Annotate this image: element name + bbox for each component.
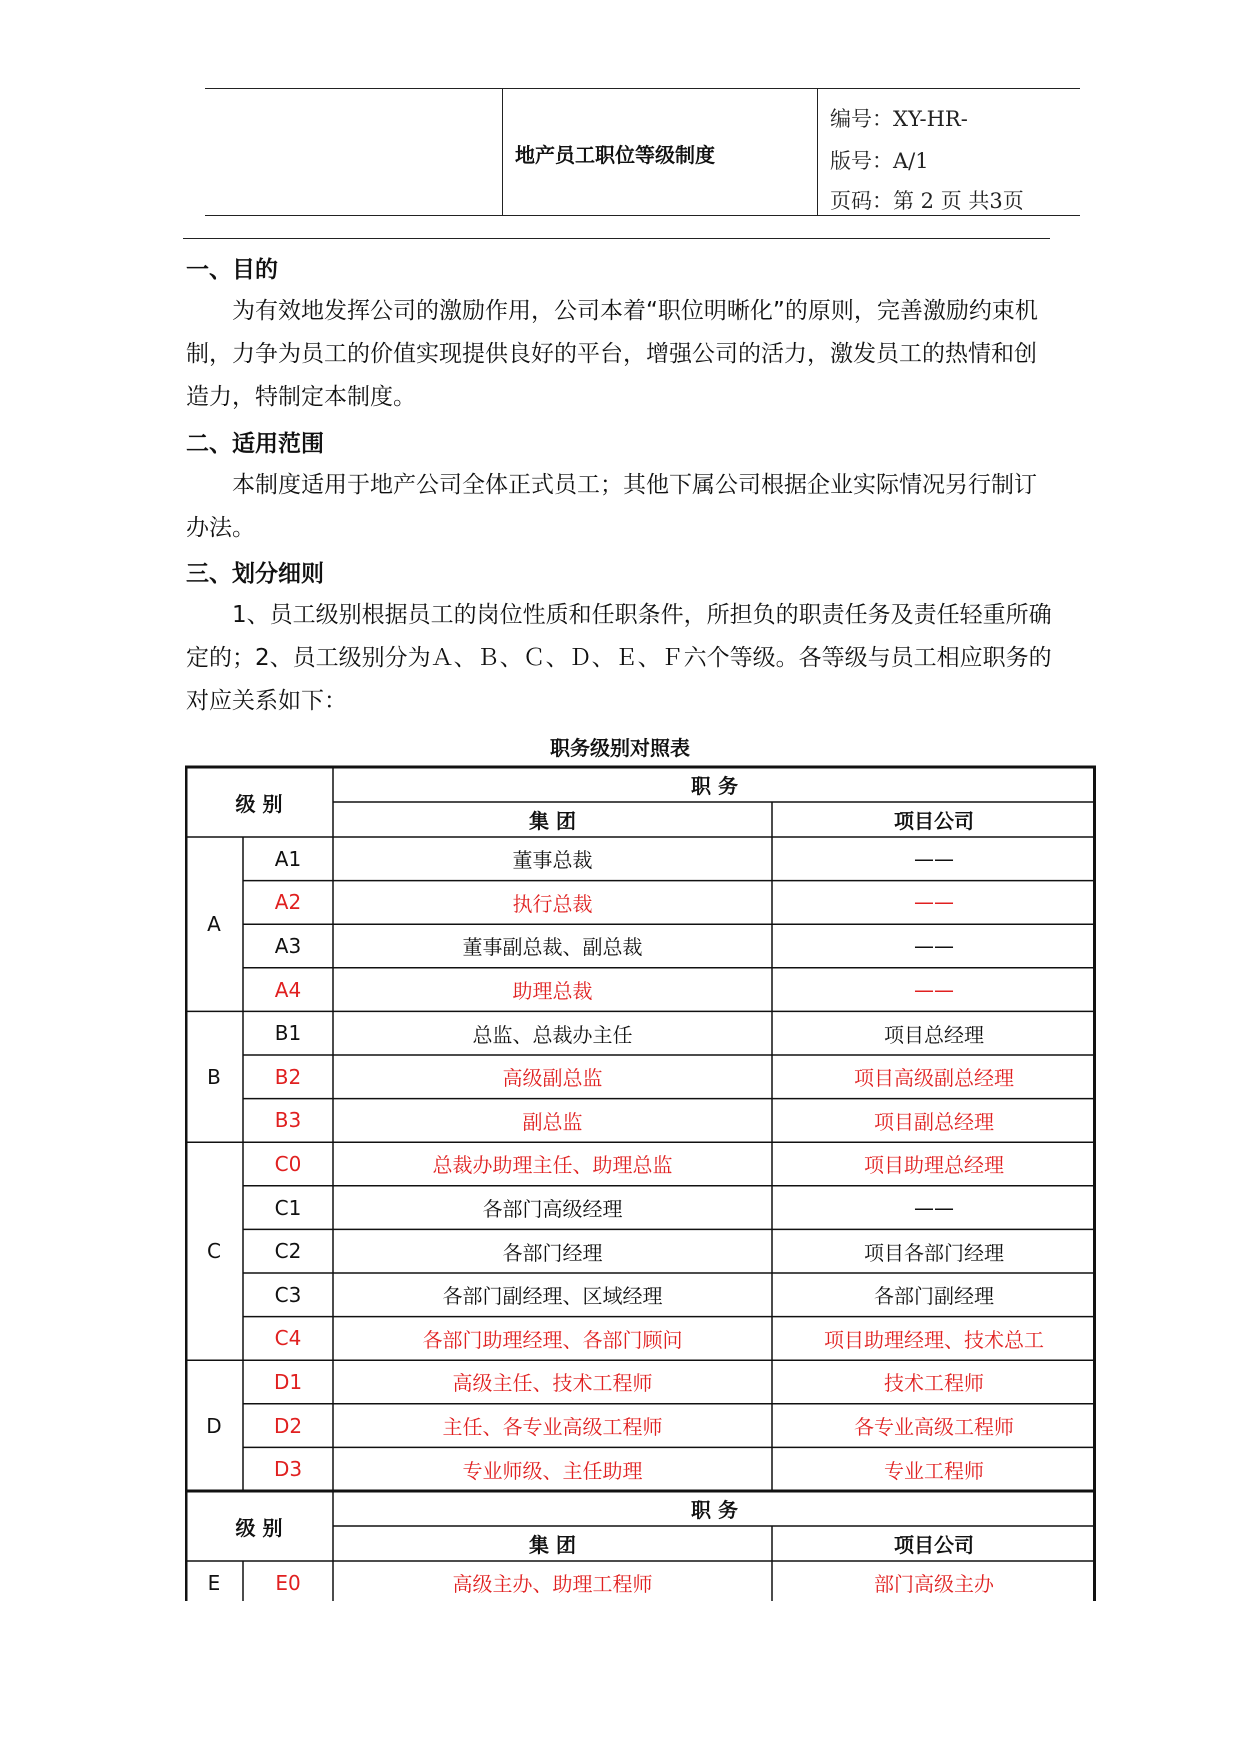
page-number: 页码：第 2 页 共3页	[830, 189, 1024, 213]
project-position: 项目高级副总经理	[854, 1066, 1014, 1091]
group-position: 助理总裁	[512, 979, 593, 1004]
level-group-label: E	[207, 1570, 221, 1595]
group-position: 各部门经理	[502, 1240, 603, 1265]
level-code: E0	[275, 1570, 301, 1595]
level-code: B1	[274, 1021, 302, 1046]
group-position: 董事副总裁、副总裁	[462, 935, 643, 960]
level-code: A1	[274, 846, 302, 871]
level-code: C4	[274, 1326, 302, 1351]
section-heading-rules: 三、划分细则	[186, 561, 324, 587]
header-divider	[817, 89, 818, 215]
group-position: 各部门助理经理、各部门顾问	[422, 1327, 683, 1352]
header-level: 级 别	[235, 791, 283, 816]
level-code: D1	[273, 1369, 303, 1394]
header-divider	[502, 89, 503, 215]
group-position: 高级主任、技术工程师	[452, 1371, 653, 1396]
level-code: D2	[273, 1413, 303, 1438]
group-position: 专业师级、主任助理	[462, 1458, 643, 1483]
group-position: 总监、总裁办主任	[472, 1022, 633, 1047]
level-code: B2	[274, 1064, 302, 1089]
project-position: ——	[914, 846, 954, 871]
document-header	[205, 88, 1080, 216]
group-position: 高级主办、助理工程师	[452, 1572, 653, 1597]
group-position: 总裁办助理主任、助理总监	[432, 1153, 673, 1178]
project-position: ——	[914, 977, 954, 1002]
project-position: 项目副总经理	[874, 1109, 994, 1134]
project-position: 专业工程师	[884, 1458, 984, 1483]
level-code: C2	[274, 1239, 302, 1264]
section-heading-scope: 二、适用范围	[186, 431, 324, 457]
document-code: 编号：XY-HR-	[830, 107, 968, 131]
level-code: C1	[274, 1195, 302, 1220]
header-project: 项目公司	[894, 809, 974, 833]
project-position: 项目各部门经理	[864, 1240, 1004, 1265]
header-group: 集 团	[529, 809, 576, 833]
header-duty: 职 务	[691, 774, 738, 798]
project-position: ——	[914, 890, 954, 915]
section-paragraph-purpose: 为有效地发挥公司的激励作用，公司本着“职位明晰化”的原则，完善激励约束机制，力争为员工的价值实现提供良好的平台，增强公司的活力，激发员工的热情和创造力，特制定本制度。	[186, 298, 1038, 410]
group-position: 副总监	[522, 1109, 583, 1134]
project-position: ——	[914, 933, 954, 958]
group-position: 主任、各专业高级工程师	[442, 1415, 663, 1440]
header-project: 项目公司	[894, 1533, 974, 1557]
project-position: 技术工程师	[884, 1371, 984, 1396]
header-level: 级 别	[235, 1515, 283, 1540]
group-position: 董事总裁	[512, 848, 593, 873]
level-code: A3	[274, 933, 302, 958]
level-group-label: C	[207, 1239, 221, 1264]
group-position: 各部门副经理、区域经理	[442, 1284, 663, 1309]
group-position: 高级副总监	[502, 1066, 603, 1091]
header-duty: 职 务	[691, 1498, 738, 1522]
project-position: ——	[914, 1195, 954, 1220]
level-code: C0	[274, 1151, 302, 1176]
project-position: 部门高级主办	[874, 1572, 994, 1597]
project-position: 项目总经理	[884, 1022, 984, 1047]
level-group-label: D	[206, 1413, 222, 1438]
table-caption: 职务级别对照表	[550, 736, 690, 760]
level-code: A2	[274, 890, 302, 915]
level-group-label: B	[207, 1064, 221, 1089]
project-position: 项目助理总经理	[864, 1153, 1004, 1178]
level-group-label: A	[207, 912, 221, 937]
header-group: 集 团	[529, 1533, 576, 1557]
project-position: 各部门副经理	[874, 1284, 994, 1309]
section-paragraph-rules: 1、员工级别根据员工的岗位性质和任职条件，所担负的职责任务及责任轻重所确定的；2、员工级别分为Ａ、Ｂ、Ｃ、Ｄ、Ｅ、Ｆ六个等级。各等级与员工相应职务的对应关系如下：	[186, 602, 1052, 714]
document-title: 地产员工职位等级制度	[515, 143, 715, 167]
document-version: 版号：A/1	[830, 149, 929, 173]
project-position: 项目助理经理、技术总工	[824, 1327, 1044, 1352]
project-position: 各专业高级工程师	[854, 1415, 1014, 1440]
level-table	[185, 765, 1096, 1601]
level-code: A4	[274, 977, 302, 1002]
level-code: D3	[273, 1457, 303, 1482]
section-paragraph-scope: 本制度适用于地产公司全体正式员工；其他下属公司根据企业实际情况另行制订办法。	[186, 472, 1037, 541]
header-rule	[183, 238, 1050, 239]
group-position: 执行总裁	[512, 891, 593, 916]
group-position: 各部门高级经理	[482, 1197, 623, 1222]
level-code: B3	[274, 1108, 302, 1133]
level-code: C3	[274, 1282, 302, 1307]
section-heading-purpose: 一、目的	[186, 257, 278, 283]
